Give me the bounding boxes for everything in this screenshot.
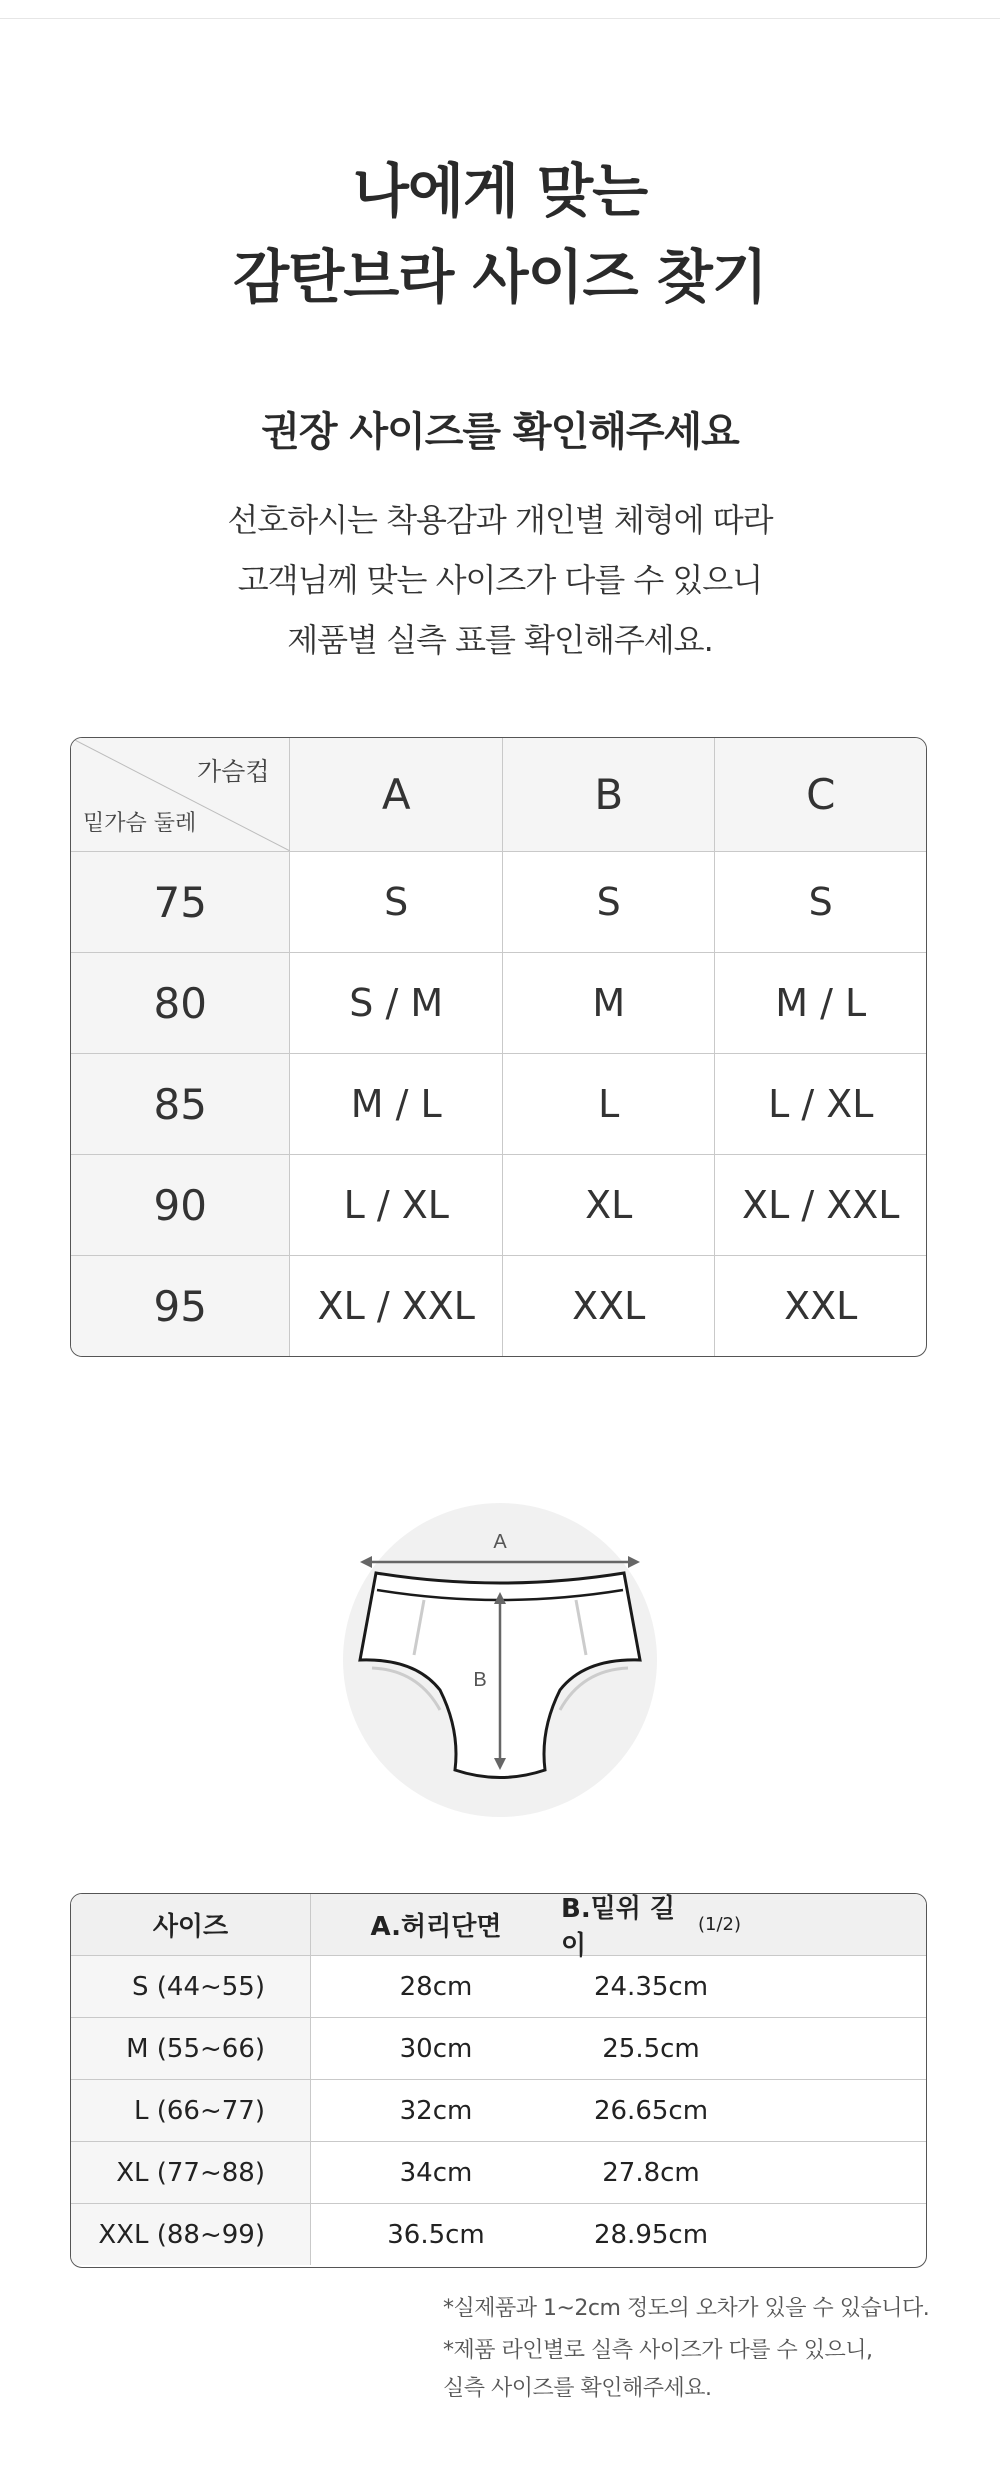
description-line: 제품별 실측 표를 확인해주세요. xyxy=(287,621,713,659)
measurement-row xyxy=(71,1955,926,2017)
size-label: M (55~66) xyxy=(71,2018,311,2079)
size-cell: M / L xyxy=(714,953,926,1053)
band-value: 85 xyxy=(71,1054,289,1154)
footnote: *실제품과 1~2cm 정도의 오차가 있을 수 있습니다. xyxy=(443,2296,930,2321)
rise-header-note: (1/2) xyxy=(697,1914,741,1935)
band-value: 80 xyxy=(71,953,289,1053)
rise-value: 28.95cm xyxy=(593,2219,709,2250)
waist-column-header: A.허리단면 xyxy=(370,1912,502,1942)
waist-value: 28cm xyxy=(399,1971,473,2002)
arrow-head-left xyxy=(360,1556,372,1568)
measurement-row xyxy=(71,2203,926,2265)
size-cell: XXL xyxy=(502,1256,715,1356)
size-cell: M / L xyxy=(289,1054,502,1154)
size-recommendation-table xyxy=(70,737,927,1357)
description-line: 고객님께 맞는 사이즈가 다를 수 있으니 xyxy=(237,561,763,599)
section-subtitle: 권장 사이즈를 확인해주세요 xyxy=(261,409,739,455)
size-cell: S xyxy=(714,852,926,952)
page-title xyxy=(0,148,1000,320)
size-cell: L xyxy=(502,1054,715,1154)
measurement-row xyxy=(71,2141,926,2203)
rise-value: 24.35cm xyxy=(593,1971,709,2002)
cup-header: A xyxy=(289,738,502,851)
cup-header: C xyxy=(714,738,926,851)
measurement-table xyxy=(70,1893,927,2268)
size-label: XL (77~88) xyxy=(71,2142,311,2203)
size-table-corner-cell xyxy=(71,738,289,851)
measurement-row xyxy=(71,2079,926,2141)
size-cell: XL xyxy=(502,1155,715,1255)
size-cell: XL / XXL xyxy=(714,1155,926,1255)
band-value: 95 xyxy=(71,1256,289,1356)
cup-header: B xyxy=(502,738,715,851)
rise-value: 25.5cm xyxy=(602,2033,700,2064)
footnote: *제품 라인별로 실측 사이즈가 다를 수 있으니, xyxy=(443,2338,873,2363)
waist-value: 36.5cm xyxy=(387,2219,485,2250)
band-value: 90 xyxy=(71,1155,289,1255)
waist-value: 30cm xyxy=(399,2033,473,2064)
size-cell: XXL xyxy=(714,1256,926,1356)
size-cell: S xyxy=(502,852,715,952)
rise-column-header xyxy=(561,1893,741,1961)
top-divider xyxy=(0,18,1000,19)
size-cell: L / XL xyxy=(714,1054,926,1154)
rise-header-label: B.밑위 길이 xyxy=(561,1893,676,1961)
rise-value: 26.65cm xyxy=(593,2095,709,2126)
title-line-2: 감탄브라 사이즈 찾기 xyxy=(233,243,767,311)
waist-value: 34cm xyxy=(399,2157,473,2188)
label-b: B xyxy=(473,1669,487,1691)
footnotes xyxy=(443,2290,929,2408)
size-cell: M xyxy=(502,953,715,1053)
size-table-header-row xyxy=(71,738,926,851)
rise-value: 27.8cm xyxy=(602,2157,700,2188)
footnote: 실측 사이즈를 확인해주세요. xyxy=(443,2376,712,2401)
arrow-head-right xyxy=(628,1556,640,1568)
measurement-row xyxy=(71,2017,926,2079)
size-cell: S / M xyxy=(289,953,502,1053)
title-line-1: 나에게 맞는 xyxy=(352,157,648,225)
size-table-row xyxy=(71,952,926,1053)
size-cell: S xyxy=(289,852,502,952)
description-line: 선호하시는 착용감과 개인별 체형에 따라 xyxy=(227,501,773,539)
band-value: 75 xyxy=(71,852,289,952)
cup-axis-label: 가슴컵 xyxy=(197,757,270,786)
size-label: XXL (88~99) xyxy=(71,2204,311,2265)
size-table-row xyxy=(71,1053,926,1154)
size-table-row xyxy=(71,851,926,952)
measurement-table-header xyxy=(71,1893,926,1961)
waist-value: 32cm xyxy=(399,2095,473,2126)
size-label: L (66~77) xyxy=(71,2080,311,2141)
size-label: S (44~55) xyxy=(71,1956,311,2017)
description xyxy=(0,490,1000,670)
band-axis-label: 밑가슴 둘레 xyxy=(83,811,197,836)
size-table-row xyxy=(71,1255,926,1356)
label-a: A xyxy=(493,1531,507,1553)
size-cell: L / XL xyxy=(289,1155,502,1255)
size-column-header: 사이즈 xyxy=(71,1894,311,1955)
size-cell: XL / XXL xyxy=(289,1256,502,1356)
size-table-row xyxy=(71,1154,926,1255)
underwear-measurement-diagram xyxy=(340,1500,660,1820)
